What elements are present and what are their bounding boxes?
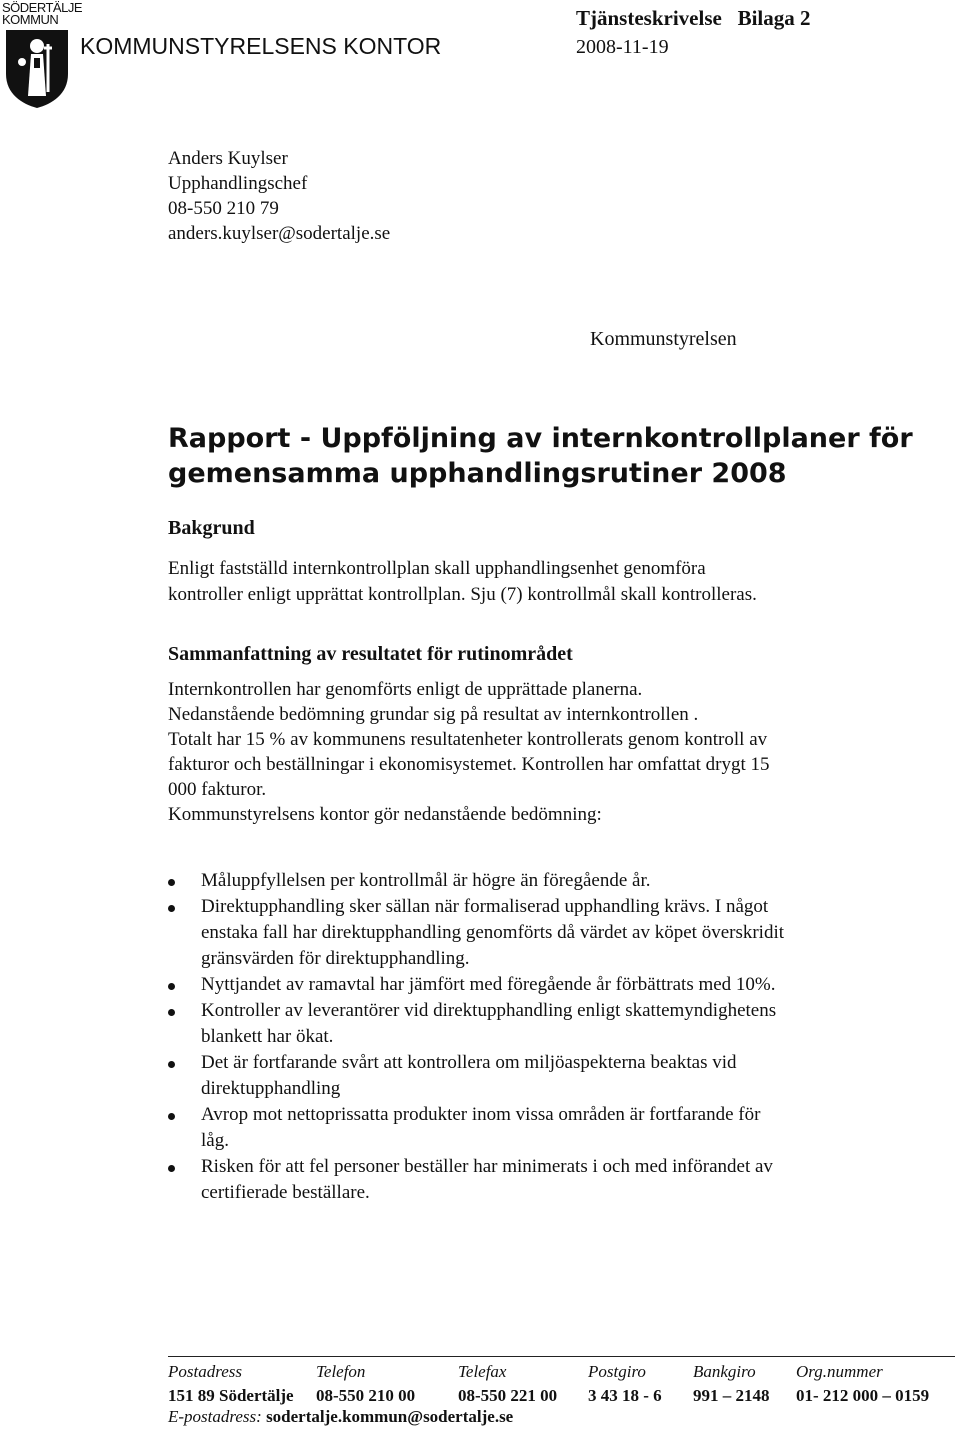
recipient: Kommunstyrelsen [590, 328, 737, 350]
list-item [168, 972, 888, 998]
title-line: Rapport - Uppföljning av internkontrollplaner för [168, 423, 913, 454]
title-line: gemensamma upphandlingsrutiner 2008 [168, 458, 787, 489]
paragraph-line: Nedanstående bedömning grundar sig på resultat av internkontrollen . [168, 704, 699, 725]
footer-value: 08-550 210 00 [316, 1386, 416, 1405]
footer-divider [168, 1356, 955, 1357]
sender-name: Anders Kuylser [168, 148, 288, 169]
bullet-icon [168, 983, 175, 990]
bullet-icon [168, 1165, 175, 1172]
bullet-icon [168, 1113, 175, 1120]
list-item [168, 998, 888, 1050]
footer-email [168, 1407, 513, 1427]
list-item-line: Direktupphandling sker sällan när formaliserad upphandling krävs. I något [201, 896, 769, 917]
footer-contact-table [168, 1360, 955, 1408]
paragraph-line: kontroller enligt upprättat kontrollplan. Sju (7) kontrollmål skall kontrolleras. [168, 584, 757, 605]
sender-role: Upphandlingschef [168, 173, 308, 194]
sender-email[interactable]: anders.kuylser@sodertalje.se [168, 223, 391, 244]
footer-label: Telefax [458, 1362, 507, 1381]
list-item-line: låg. [201, 1130, 229, 1151]
list-item-line: direktupphandling [201, 1078, 341, 1099]
list-item-line: enstaka fall har direktupphandling genomförts då värdet av köpet överskridit [201, 922, 785, 943]
footer-value: 08-550 221 00 [458, 1386, 558, 1405]
municipality-logo-text [2, 2, 82, 26]
list-item-line: certifierade beställare. [201, 1182, 370, 1203]
paragraph-line: 000 fakturor. [168, 779, 267, 800]
paragraph-line: Kommunstyrelsens kontor gör nedanstående bedömning: [168, 804, 602, 825]
footer-label: Postgiro [588, 1362, 646, 1381]
footer-postgiro [588, 1360, 662, 1408]
sender-phone: 08-550 210 79 [168, 198, 279, 219]
background-paragraph [168, 556, 888, 608]
footer-label: Telefon [316, 1362, 366, 1381]
footer-email-link[interactable]: sodertalje.kommun@sodertalje.se [266, 1407, 514, 1426]
footer-bankgiro [693, 1360, 770, 1408]
footer-postadress [168, 1360, 294, 1408]
summary-paragraph [168, 677, 888, 827]
logo-line-1: SÖDERTÄLJE [2, 0, 83, 15]
office-name: KOMMUNSTYRELSENS KONTOR [80, 33, 442, 59]
footer-value: 151 89 Södertälje [168, 1386, 294, 1405]
footer-telefon [316, 1360, 415, 1408]
list-item-line: gränsvärden för direktupphandling. [201, 948, 470, 969]
list-item-line: Avrop mot nettoprissatta produkter inom vissa områden är fortfarande för [201, 1104, 761, 1125]
paragraph-line: Enligt fastställd internkontrollplan skall upphandlingsenhet genomföra [168, 558, 706, 579]
bullet-icon [168, 905, 175, 912]
list-item-line: Risken för att fel personer beställer har minimerats i och med införandet av [201, 1156, 773, 1177]
list-item [168, 1154, 888, 1206]
paragraph-line: Internkontrollen har genomförts enligt de upprättade planerna. [168, 679, 643, 700]
paragraph-line: fakturor och beställningar i ekonomisystemet. Kontrollen har omfattat drygt 15 [168, 754, 770, 775]
footer-email-label: E-postadress: [168, 1407, 262, 1426]
footer-label: Bankgiro [693, 1362, 756, 1381]
footer-value: 991 – 2148 [693, 1386, 770, 1405]
list-item-line: Kontroller av leverantörer vid direktupphandling enligt skattemyndighetens [201, 1000, 777, 1021]
coat-of-arms-icon [4, 28, 70, 110]
background-heading: Bakgrund [168, 517, 255, 539]
report-title [168, 421, 928, 491]
list-item-line: Nyttjandet av ramavtal har jämfört med föregående år förbättrats med 10%. [201, 974, 776, 995]
list-item [168, 894, 888, 972]
list-item-line: Det är fortfarande svårt att kontrollera om miljöaspekterna beaktas vid [201, 1052, 737, 1073]
footer-label: Postadress [168, 1362, 242, 1381]
footer-value: 01- 212 000 – 0159 [796, 1386, 930, 1405]
list-item [168, 1102, 888, 1154]
list-item [168, 868, 888, 894]
list-item [168, 1050, 888, 1102]
document-type: Tjänsteskrivelse Bilaga 2 [576, 6, 811, 30]
bullet-icon [168, 879, 175, 886]
bullet-icon [168, 1009, 175, 1016]
bullet-icon [168, 1061, 175, 1068]
footer-label: Org.nummer [796, 1362, 883, 1381]
paragraph-line: Totalt har 15 % av kommunens resultatenheter kontrollerats genom kontroll av [168, 729, 768, 750]
document-date: 2008-11-19 [576, 36, 669, 58]
list-item-line: blankett har ökat. [201, 1026, 334, 1047]
footer-value: 3 43 18 - 6 [588, 1386, 662, 1405]
assessment-list [168, 868, 888, 1206]
sender-block [168, 146, 390, 246]
footer-orgnr [796, 1360, 929, 1408]
footer-telefax [458, 1360, 557, 1408]
summary-heading: Sammanfattning av resultatet för rutinområdet [168, 643, 573, 665]
list-item-line: Måluppfyllelsen per kontrollmål är högre än föregående år. [201, 870, 651, 891]
logo-line-2: KOMMUN [2, 12, 59, 27]
